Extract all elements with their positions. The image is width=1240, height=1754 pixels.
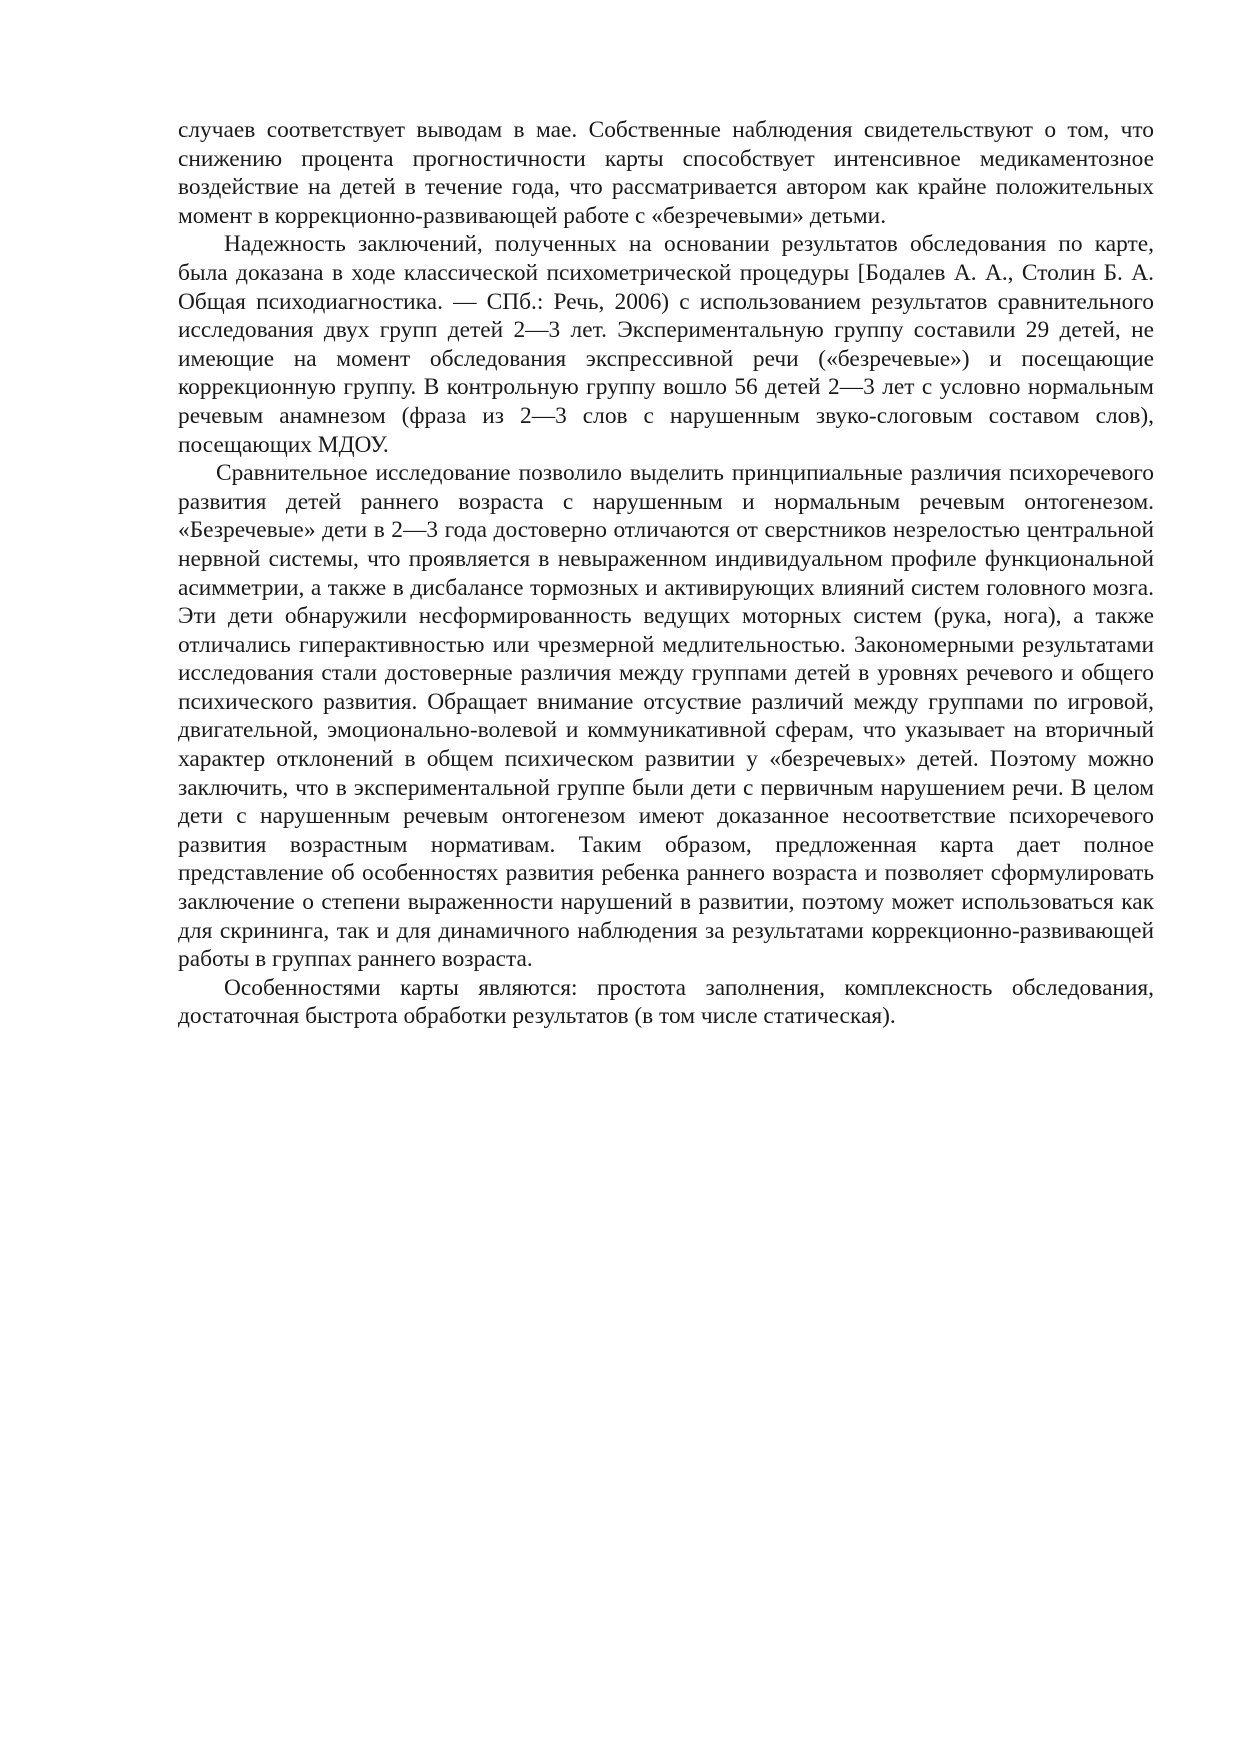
document-body <box>178 116 1154 1031</box>
paragraph-continued: случаев соответствует выводам в мае. Собственные наблюдения свидетельствуют о том, что снижению процента прогностичности карты способствует интенсивное медикаментозное воздействие на детей в течение года, что рассматривается автором как крайне положительных момент в коррекционно-развивающей работе с «безречевыми» детьми. <box>178 117 1154 229</box>
paragraph-reliability: Надежность заключений, полученных на основании результатов обследования по карте, была доказана в ходе классической психометрической процедуры [Бодалев А. А., Столин Б. А. Общая психодиагностика. — СПб.: Речь, 2006) с использованием результатов сравнительного исследования двух групп детей 2—3 лет. Экспериментальную группу составили 29 детей, не имеющие на момент обследования экспрессивной речи («безречевые») и посещающие коррекционную группу. В контрольную группу вошло 56 детей 2—3 лет с условно нормальным речевым анамнезом (фраза из 2—3 слов с нарушенным звуко-слоговым составом слов), посещающих МДОУ. <box>178 231 1154 458</box>
paragraph-features: Особенностями карты являются: простота заполнения, комплексность обследования, достаточная быстрота обработки результатов (в том числе статическая). <box>178 974 1154 1030</box>
paragraph-comparative-study: Сравнительное исследование позволило выделить принципиальные различия психоречевого развития детей раннего возраста с нарушенным и нормальным речевым онтогенезом. «Безречевые» дети в 2—3 года достоверно отличаются от сверстников незрелостью центральной нервной системы, что проявляется в невыраженном индивидуальном профиле функциональной асимметрии, а также в дисбалансе тормозных и активирующих влияний систем головного мозга. Эти дети обнаружили несформированность ведущих моторных систем (рука, нога), а также отличались гиперактивностью или чрезмерной медлительностью. Закономерными результатами исследования стали достоверные различия между группами детей в уровнях речевого и общего психического развития. Обращает внимание отсуствие различий между группами по игровой, двигательной, эмоционально-волевой и коммуникативной сферам, что указывает на вторичный характер отклонений в общем психическом развитии у «безречевых» детей. Поэтому можно заключить, что в экспериментальной группе были дети с первичным нарушением речи. В целом дети с нарушенным речевым онтогенезом имеют доказанное несоответствие психоречевого развития возрастным нормативам. Таким образом, предложенная карта дает полное представление об особенностях развития ребенка раннего возраста и позволяет сформулировать заключение о степени выраженности нарушений в развитии, поэтому может использоваться как для скрининга, так и для динамичного наблюдения за результатами коррекционно-развивающей работы в группах раннего возраста. <box>178 460 1154 973</box>
